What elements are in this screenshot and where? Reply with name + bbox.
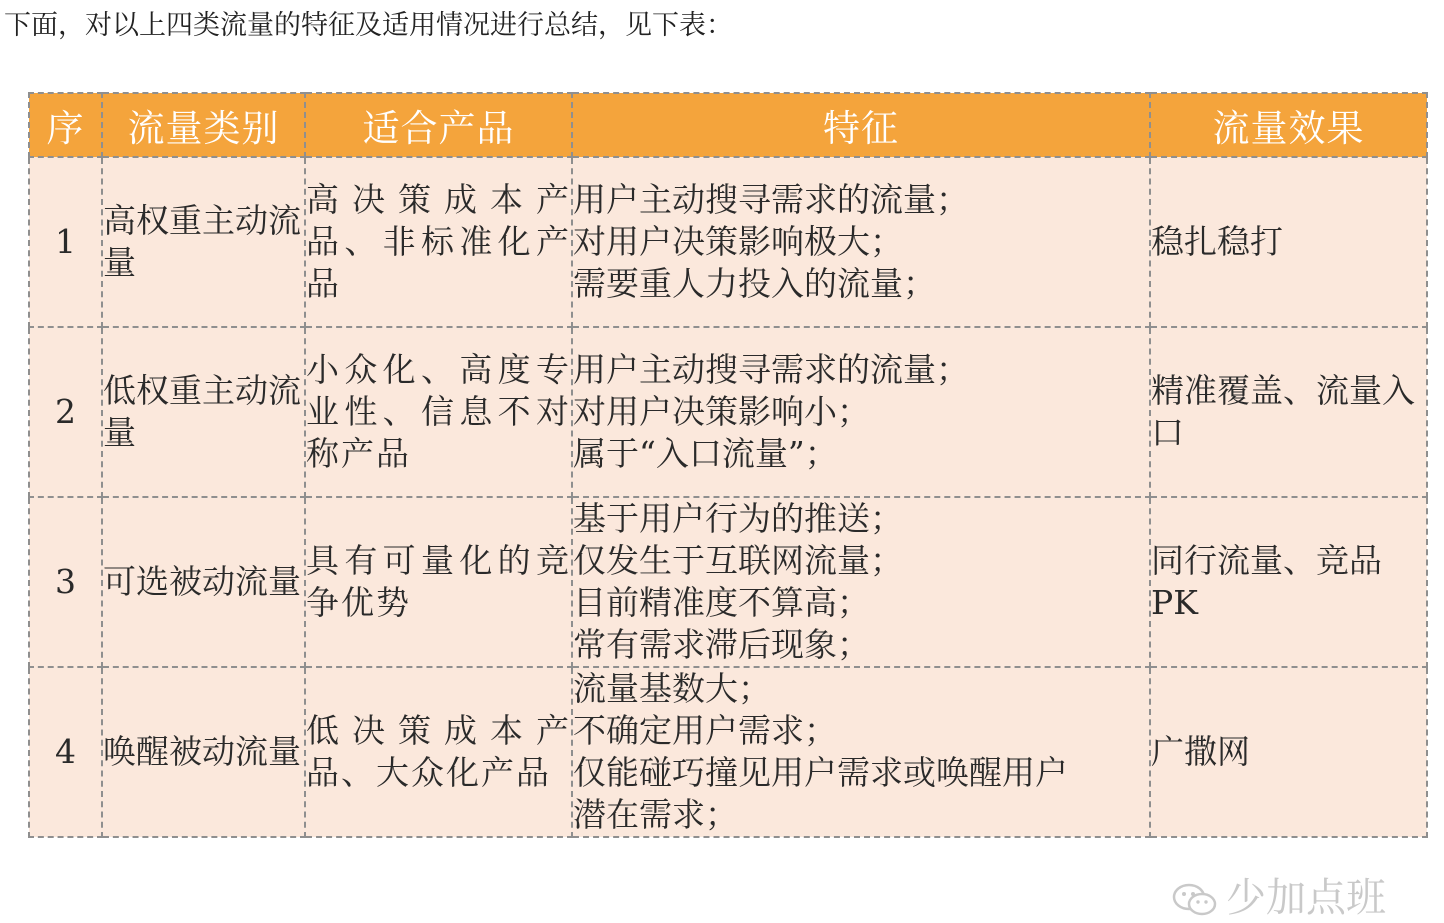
feature-line: 对用户决策影响小； [573,392,870,431]
feature-line: 基于用户行为的推送； [573,499,903,538]
feature-line: 需要重人力投入的流量； [573,264,936,303]
row-product: 低决策成本产品、大众化产品 [305,667,572,837]
table-row [29,667,1427,837]
row-num: 3 [29,497,102,667]
feature-line: 仅发生于互联网流量； [573,541,903,580]
feature-line: 流量基数大； [573,669,771,708]
row-features [572,497,1150,667]
header-effect: 流量效果 [1150,93,1427,157]
row-num: 1 [29,157,102,327]
feature-line: 潜在需求； [573,795,738,834]
row-effect: 广撒网 [1150,667,1427,837]
row-category: 唤醒被动流量 [102,667,305,837]
row-features [572,327,1150,497]
feature-line: 用户主动搜寻需求的流量； [573,180,969,219]
watermark [1172,866,1386,923]
feature-line: 属于“入口流量”； [573,434,838,473]
feature-line: 用户主动搜寻需求的流量； [573,350,969,389]
row-category: 可选被动流量 [102,497,305,667]
header-features: 特征 [572,93,1150,157]
table-row [29,327,1427,497]
header-category: 流量类别 [102,93,305,157]
row-effect: 同行流量、竞品PK [1150,497,1427,667]
table-header-row [29,93,1427,157]
wechat-icon [1172,883,1218,917]
header-num: 序 [29,93,102,157]
feature-line: 不确定用户需求； [573,711,837,750]
row-num: 4 [29,667,102,837]
feature-line: 目前精准度不算高； [573,583,870,622]
row-category: 高权重主动流量 [102,157,305,327]
row-product: 小众化、高度专业性、信息不对称产品 [305,327,572,497]
row-features [572,667,1150,837]
row-product: 高决策成本产品、非标准化产品 [305,157,572,327]
row-product: 具有可量化的竞争优势 [305,497,572,667]
feature-line: 对用户决策影响极大； [573,222,903,261]
row-category: 低权重主动流量 [102,327,305,497]
feature-line: 仅能碰巧撞见用户需求或唤醒用户 [573,753,1068,792]
row-effect: 精准覆盖、流量入口 [1150,327,1427,497]
watermark-text: 少加点班 [1226,875,1386,921]
row-num: 2 [29,327,102,497]
feature-line: 常有需求滞后现象； [573,625,870,664]
header-product: 适合产品 [305,93,572,157]
row-effect: 稳扎稳打 [1150,157,1427,327]
table-row [29,497,1427,667]
row-features [572,157,1150,327]
traffic-summary-table [28,92,1428,838]
table-row [29,157,1427,327]
intro-text: 下面，对以上四类流量的特征及适用情况进行总结，见下表： [4,10,733,41]
